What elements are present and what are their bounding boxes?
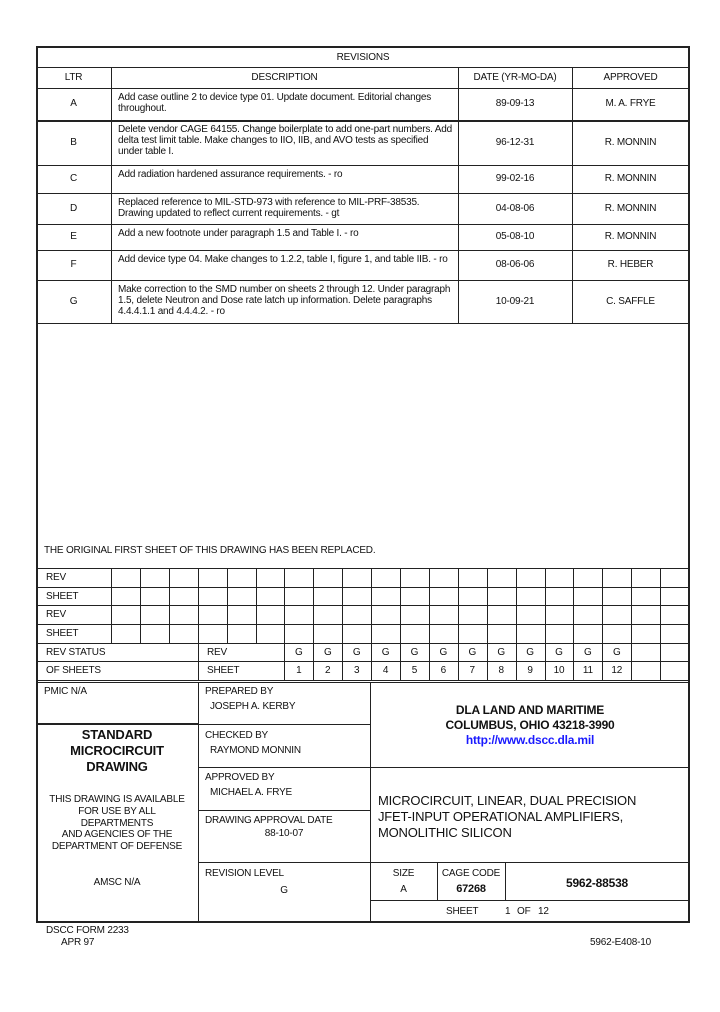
grid-line [36, 680, 690, 681]
grid-cell-divider [140, 568, 141, 587]
standard-drawing-title [36, 727, 198, 775]
grid-cell-divider [487, 568, 488, 587]
of-label: OF [517, 906, 531, 917]
grid-cell-divider [516, 605, 517, 624]
grid-cell-divider [227, 587, 228, 605]
grid-row-label: REV [46, 572, 66, 583]
sheet-number-value: 1 [296, 665, 302, 676]
amsc-label: AMSC N/A [93, 877, 141, 888]
header-description: DESCRIPTION [251, 72, 318, 83]
grid-cell-divider [198, 643, 199, 661]
revision-date: 89-09-13 [495, 98, 535, 109]
revision-level-value: G [280, 885, 288, 896]
sheet-rev-value: G [381, 647, 390, 658]
sheet-number-value: 6 [440, 665, 447, 676]
sheet-rev-value: G [555, 647, 563, 658]
grid-cell-divider [631, 605, 632, 624]
drawing-title-line: MONOLITHIC SILICON [378, 825, 512, 840]
revision-date: 10-09-21 [495, 295, 535, 307]
sheet-rev-value: G [612, 647, 621, 658]
checked-by-label: CHECKED BY [205, 730, 269, 741]
grid-cell-divider [313, 568, 314, 587]
revision-approved: R. MONNIN [604, 202, 657, 214]
org-address: COLUMBUS, OHIO 43218-3990 [445, 718, 615, 732]
revision-level-label: REVISION LEVEL [205, 868, 284, 879]
availability-line: THIS DRAWING IS AVAILABLE [49, 794, 185, 805]
grid-cell-divider [516, 587, 517, 605]
revision-description: Replaced reference to MIL-STD-973 with reference to MIL-PRF-38535. Drawing updated to reflect current requirements. - gt [118, 197, 420, 219]
header-ltr: LTR [64, 72, 83, 83]
grid-cell-divider [631, 661, 632, 680]
grid-cell-divider [256, 568, 257, 587]
revision-approved: R. MONNIN [604, 136, 657, 148]
approved-by-value: MICHAEL A. FRYE [210, 787, 293, 798]
grid-cell-divider [487, 587, 488, 605]
grid-cell-divider [371, 568, 372, 587]
grid-cell-divider [227, 624, 228, 643]
rev-status-label: REV STATUS [46, 647, 106, 658]
revision-description: Add radiation hardened assurance requirements. - ro [118, 169, 343, 180]
row-divider [36, 193, 690, 194]
grid-cell-divider [458, 605, 459, 624]
sheet-label: SHEET [446, 906, 479, 917]
sheet-number-value: 11 [582, 665, 593, 676]
grid-cell-divider [545, 605, 546, 624]
row-divider [36, 323, 690, 324]
sheet-rev-value: G [410, 647, 419, 658]
grid-cell-divider [227, 568, 228, 587]
grid-cell-divider [111, 605, 112, 624]
form-date: APR 97 [61, 937, 95, 948]
grid-cell-divider [313, 587, 314, 605]
grid-line [36, 605, 690, 606]
revision-approved: R. MONNIN [604, 173, 657, 184]
checked-by-value: RAYMOND MONNIN [210, 745, 301, 756]
grid-cell-divider [256, 624, 257, 643]
grid-cell-divider [256, 587, 257, 605]
grid-cell-divider [198, 568, 199, 587]
approval-date-label: DRAWING APPROVAL DATE [205, 815, 333, 826]
revision-ltr: E [70, 231, 77, 242]
drawing-title-line: JFET-INPUT OPERATIONAL AMPLIFIERS, [378, 809, 624, 824]
availability-line: FOR USE BY ALL [78, 805, 156, 817]
grid-cell-divider [660, 643, 661, 661]
revision-approved: R. HEBER [607, 259, 654, 270]
grid-cell-divider [400, 624, 401, 643]
grid-cell-divider [487, 605, 488, 624]
availability-note [36, 794, 198, 853]
grid-cell-divider [342, 587, 343, 605]
header-approved: APPROVED [603, 72, 658, 83]
revision-approved: C. SAFFLE [606, 295, 655, 307]
grid-cell-divider [660, 587, 661, 605]
sheet-rev-value: G [439, 647, 448, 658]
form-number: DSCC FORM 2233 [46, 925, 129, 936]
sheet-rev-value: G [352, 647, 361, 658]
grid-cell-divider [458, 624, 459, 643]
grid-cell-divider [429, 587, 430, 605]
revision-ltr: F [70, 259, 77, 270]
grid-cell-divider [371, 587, 372, 605]
sheet-number-value: 10 [553, 665, 565, 676]
grid-cell-divider [573, 605, 574, 624]
grid-cell-divider [429, 568, 430, 587]
grid-cell-divider [111, 624, 112, 643]
sheet-rev-value: G [584, 647, 592, 658]
grid-cell-divider [111, 587, 112, 605]
grid-cell-divider [458, 587, 459, 605]
sheet-total: 12 [538, 906, 549, 917]
std-title-line: DRAWING [86, 759, 148, 774]
grid-cell-divider [169, 605, 170, 624]
grid-cell-divider [198, 605, 199, 624]
grid-cell-divider [169, 624, 170, 643]
grid-cell-divider [400, 587, 401, 605]
org-name: DLA LAND AND MARITIME [455, 703, 605, 717]
grid-cell-divider [429, 605, 430, 624]
sheet-rev-value: G [468, 647, 477, 658]
grid-cell-divider [660, 661, 661, 680]
grid-cell-divider [140, 605, 141, 624]
grid-row-label: SHEET [46, 591, 79, 602]
sheet-number-value: 8 [498, 665, 504, 676]
grid-cell-divider [227, 605, 228, 624]
grid-cell-divider [169, 587, 170, 605]
availability-line: DEPARTMENT OF DEFENSE [51, 841, 183, 853]
revision-description: Add case outline 2 to device type 01. Update document. Editorial changes throughout. [118, 92, 432, 114]
grid-cell-divider [545, 587, 546, 605]
sheet-number-value: 9 [527, 665, 533, 676]
grid-cell-divider [602, 624, 603, 643]
revision-date: 05-08-10 [495, 231, 535, 242]
revision-description: Add a new footnote under paragraph 1.5 and Table I. - ro [118, 228, 359, 239]
sheet-number-value: 7 [469, 665, 475, 676]
cage-code-value: 67268 [456, 883, 486, 895]
revision-ltr: C [69, 173, 78, 184]
grid-cell-divider [631, 568, 632, 587]
grid-row-label: REV [46, 609, 66, 620]
revision-ltr: B [70, 136, 77, 148]
grid-cell-divider [140, 587, 141, 605]
revision-ltr: D [69, 202, 78, 214]
grid-cell-divider [660, 568, 661, 587]
revision-approved: M. A. FRYE [605, 98, 656, 109]
grid-cell-divider [256, 605, 257, 624]
row-divider [36, 165, 690, 166]
grid-cell-divider [400, 568, 401, 587]
replaced-note: THE ORIGINAL FIRST SHEET OF THIS DRAWING HAS BEEN REPLACED. [44, 545, 376, 556]
grid-cell-divider [631, 643, 632, 661]
grid-cell-divider [545, 624, 546, 643]
grid-cell-divider [313, 605, 314, 624]
revision-date: 99-02-16 [495, 173, 535, 184]
grid-cell-divider [631, 624, 632, 643]
grid-cell-divider [284, 624, 285, 643]
sheet-number-value: 12 [611, 665, 623, 676]
std-title-line: STANDARD [81, 727, 153, 742]
grid-cell-divider [602, 568, 603, 587]
grid-line [36, 643, 690, 644]
grid-cell-divider [429, 624, 430, 643]
grid-cell-divider [111, 568, 112, 587]
prepared-by-value: JOSEPH A. KERBY [210, 701, 296, 712]
grid-cell-divider [602, 587, 603, 605]
grid-cell-divider [371, 605, 372, 624]
grid-cell-divider [313, 624, 314, 643]
grid-cell-divider [342, 624, 343, 643]
grid-cell-divider [602, 605, 603, 624]
pmic-label: PMIC N/A [44, 686, 87, 697]
revision-date: 08-06-06 [495, 259, 535, 270]
grid-cell-divider [400, 605, 401, 624]
prepared-by-label: PREPARED BY [205, 686, 274, 697]
grid-row-label: SHEET [46, 628, 79, 639]
org-url-link[interactable]: http://www.dscc.dla.mil [465, 733, 595, 747]
size-value: A [400, 884, 407, 895]
revision-description: Make correction to the SMD number on sheets 2 through 12. Under paragraph 1.5, delete Neutron and Dose rate latch up information. Delete paragraphs 4.4.4.1.1 and 4.4.4.2. - ro [118, 284, 451, 317]
grid-cell-divider [371, 624, 372, 643]
revision-ltr: A [70, 98, 77, 109]
grid-cell-divider [284, 587, 285, 605]
grid-cell-divider [573, 568, 574, 587]
sheet-label: SHEET [207, 665, 240, 676]
grid-cell-divider [284, 605, 285, 624]
grid-cell-divider [198, 624, 199, 643]
document-code: 5962-E408-10 [590, 937, 651, 948]
grid-cell-divider [458, 568, 459, 587]
grid-cell-divider [516, 624, 517, 643]
header-date: DATE (YR-MO-DA) [473, 72, 557, 83]
row-divider [36, 120, 690, 122]
row-divider [36, 224, 690, 225]
std-title-line: MICROCIRCUIT [70, 743, 164, 758]
availability-line: AND AGENCIES OF THE [61, 829, 173, 841]
row-divider [36, 280, 690, 281]
grid-cell-divider [516, 568, 517, 587]
size-label: SIZE [392, 868, 415, 879]
sheet-rev-value: G [295, 647, 303, 658]
drawing-title [378, 793, 636, 841]
sheet-number-value: 3 [353, 665, 360, 676]
revision-approved: R. MONNIN [604, 231, 657, 242]
grid-cell-divider [342, 568, 343, 587]
grid-cell-divider [342, 605, 343, 624]
revision-description: Add device type 04. Make changes to 1.2.2, table I, figure 1, and table IIB. - ro [118, 254, 448, 265]
grid-cell-divider [169, 568, 170, 587]
approval-date-value: 88-10-07 [264, 828, 304, 839]
drawing-title-line: MICROCIRCUIT, LINEAR, DUAL PRECISION [378, 793, 637, 808]
grid-cell-divider [487, 624, 488, 643]
grid-cell-divider [573, 587, 574, 605]
grid-cell-divider [660, 624, 661, 643]
grid-line [36, 661, 690, 662]
of-sheets-label: OF SHEETS [46, 665, 101, 676]
availability-line: DEPARTMENTS [80, 817, 154, 829]
grid-cell-divider [198, 661, 199, 680]
grid-line [36, 624, 690, 625]
revision-date: 96-12-31 [495, 136, 535, 148]
sheet-number-value: 4 [382, 665, 389, 676]
grid-line [36, 568, 690, 569]
grid-cell-divider [198, 587, 199, 605]
sheet-number: 1 [505, 906, 511, 917]
grid-cell-divider [573, 624, 574, 643]
sheet-rev-value: G [323, 647, 332, 658]
grid-cell-divider [631, 587, 632, 605]
grid-line [36, 587, 690, 588]
approved-by-label: APPROVED BY [205, 772, 275, 783]
sheet-rev-value: G [526, 647, 534, 658]
revision-ltr: G [69, 295, 78, 307]
revision-description: Delete vendor CAGE 64155. Change boilerplate to add one-part numbers. Add delta test limit table. Make changes to IIO, IIB, and AVO tests as specified under table I. [118, 124, 452, 157]
grid-cell-divider [140, 624, 141, 643]
revision-date: 04-08-06 [495, 202, 535, 214]
sheet-number-value: 5 [411, 665, 418, 676]
row-divider [36, 250, 690, 251]
sheet-rev-value: G [497, 647, 505, 658]
grid-cell-divider [660, 605, 661, 624]
cage-code-label: CAGE CODE [441, 868, 501, 879]
rev-label: REV [207, 647, 227, 658]
sheet-number-value: 2 [325, 665, 331, 676]
revisions-title: REVISIONS [336, 52, 390, 63]
grid-cell-divider [284, 568, 285, 587]
grid-cell-divider [545, 568, 546, 587]
document-number: 5962-88538 [565, 876, 629, 890]
